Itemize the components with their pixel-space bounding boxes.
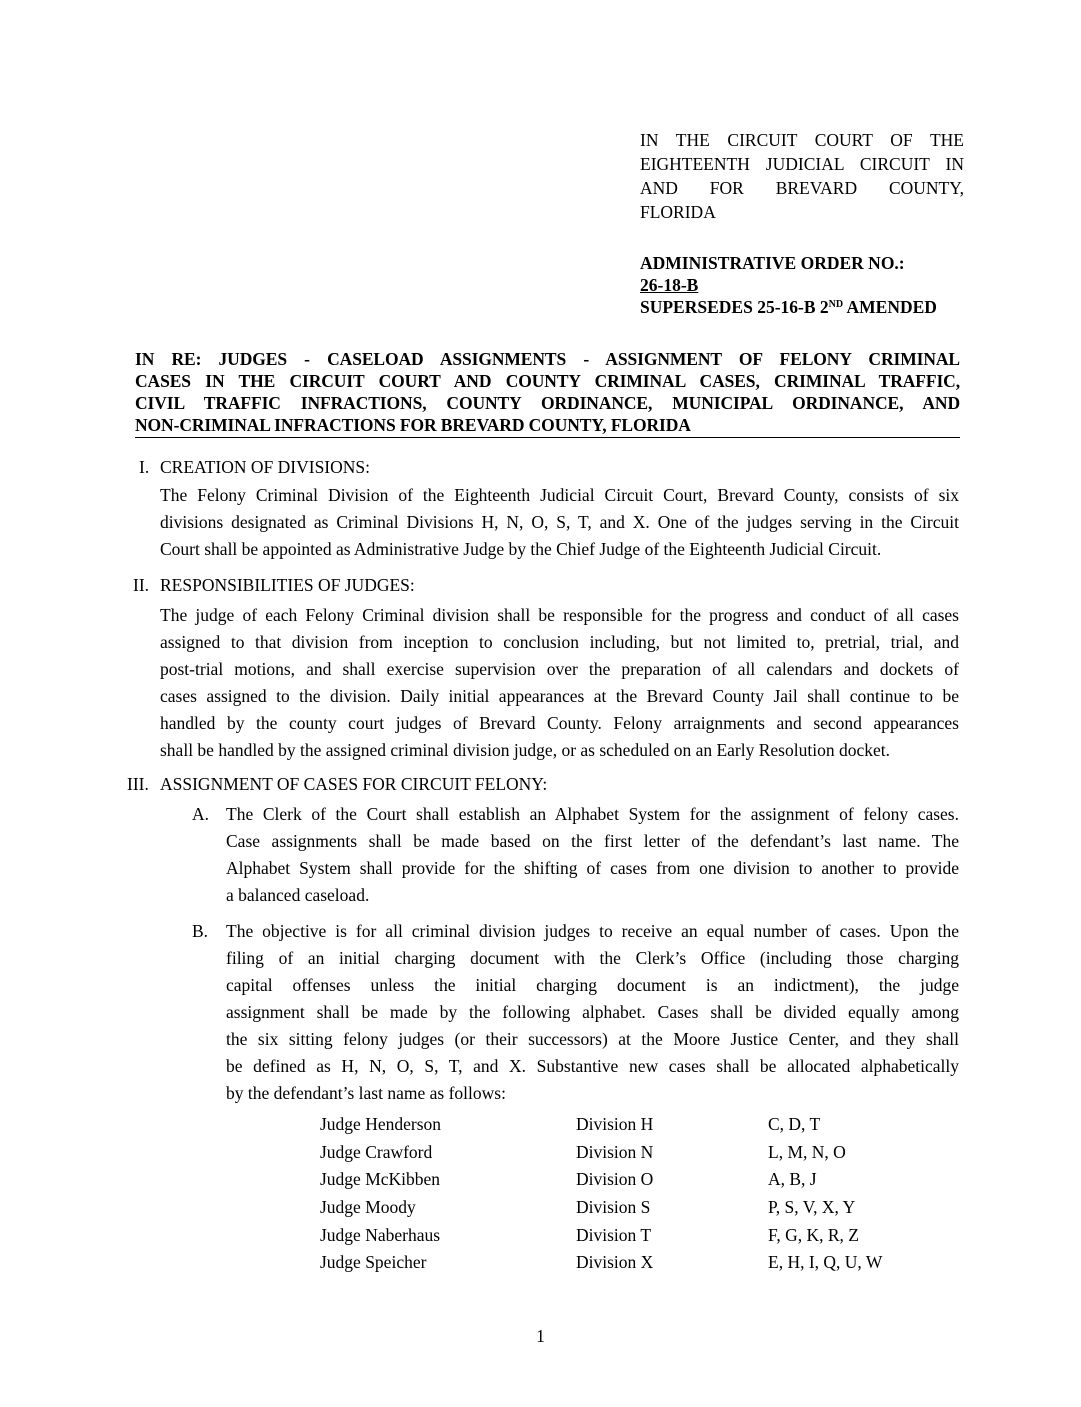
order-number-block (640, 252, 1000, 318)
division-name: Division S (576, 1197, 651, 1218)
assigned-letters: C, D, T (768, 1114, 821, 1134)
assigned-letters: L, M, N, O (768, 1141, 846, 1162)
subsection-b-body: The objective is for all criminal division judges to receive an equal number of cases. Upon the filing of an initial charging document with the Clerk’s Office (including those charging capital offenses unless the initial charging document is an indictment), the judge assignment shall be made by the following alphabet. Cases shall be divided equally among the six sitting felony judges (or their successors) at the Moore Justice Center, and they shall be defined as H, N, O, S, T, and X. Substantive new cases shall be allocated alphabetically by the defendant’s last name as follows: (226, 921, 959, 1103)
subsection-letter-b: B. (192, 921, 209, 941)
judge-name: Judge Henderson (320, 1114, 442, 1134)
judge-name: Judge Speicher (320, 1252, 427, 1273)
in-re-heading: IN RE: JUDGES - CASELOAD ASSIGNMENTS - ASSIGNMENT OF FELONY CRIMINAL CASES IN THE CIRCUIT COURT AND COUNTY CRIMINAL CASES, CRIMINAL TRAFFIC, CIVIL TRAFFIC INFRACTIONS, COUNTY ORDINANCE, MUNICIPAL ORDINANCE, AND NON-CRIMINAL INFRACTIONS FOR BREVARD COUNTY, FLORIDA (135, 348, 960, 438)
assigned-letters: A, B, J (768, 1169, 817, 1190)
division-name: Division X (576, 1252, 654, 1273)
page-number: 1 (536, 1326, 545, 1346)
subsection-letter-a: A. (192, 804, 210, 824)
section-ii-body: The judge of each Felony Criminal division shall be responsible for the progress and conduct of all cases assigned to that division from inception to conclusion including, but not limited to, pretrial, trial, and post-trial motions, and shall exercise supervision over the preparation of all calendars and dockets of cases assigned to the division. Daily initial appearances at the Brevard County Jail shall continue to be handled by the county court judges of Brevard County. Felony arraignments and second appearances shall be handled by the assigned criminal division judge, or as scheduled on an Early Resolution docket. (160, 605, 959, 760)
assigned-letters: E, H, I, Q, U, W (768, 1252, 883, 1273)
judge-name: Judge McKibben (320, 1169, 441, 1190)
caption-line: IN THE CIRCUIT COURT OF THE (640, 130, 964, 150)
supersedes-line: SUPERSEDES 25-16-B 2ND AMENDED (640, 297, 937, 317)
division-name: Division O (576, 1169, 654, 1190)
subsection-a-body: The Clerk of the Court shall establish an Alphabet System for the assignment of felony cases. Case assignments shall be made based on the first letter of the defendant’s last name. The Alphabet System shall provide for the shifting of cases from one division to another to provide a balanced caseload. (226, 804, 959, 905)
judge-name: Judge Crawford (320, 1141, 433, 1162)
judge-name: Judge Moody (320, 1197, 416, 1218)
order-label: ADMINISTRATIVE ORDER NO.: (640, 253, 905, 273)
division-name: Division H (576, 1114, 654, 1134)
caption-line: AND FOR BREVARD COUNTY, (640, 178, 964, 198)
court-caption (640, 128, 964, 224)
section-i-body: The Felony Criminal Division of the Eighteenth Judicial Circuit Court, Brevard County, consists of six divisions designated as Criminal Divisions H, N, O, S, T, and X. One of the judges serving in the Circuit Court shall be appointed as Administrative Judge by the Chief Judge of the Eighteenth Judicial Circuit. (160, 485, 959, 559)
caption-line: FLORIDA (640, 202, 716, 222)
judge-name: Judge Naberhaus (320, 1224, 441, 1245)
assigned-letters: F, G, K, R, Z (768, 1224, 859, 1245)
order-number: 26-18-B (640, 275, 699, 295)
division-name: Division N (576, 1141, 654, 1162)
division-name: Division T (576, 1224, 652, 1245)
caption-line: EIGHTEENTH JUDICIAL CIRCUIT IN (640, 154, 964, 174)
assigned-letters: P, S, V, X, Y (768, 1197, 856, 1218)
